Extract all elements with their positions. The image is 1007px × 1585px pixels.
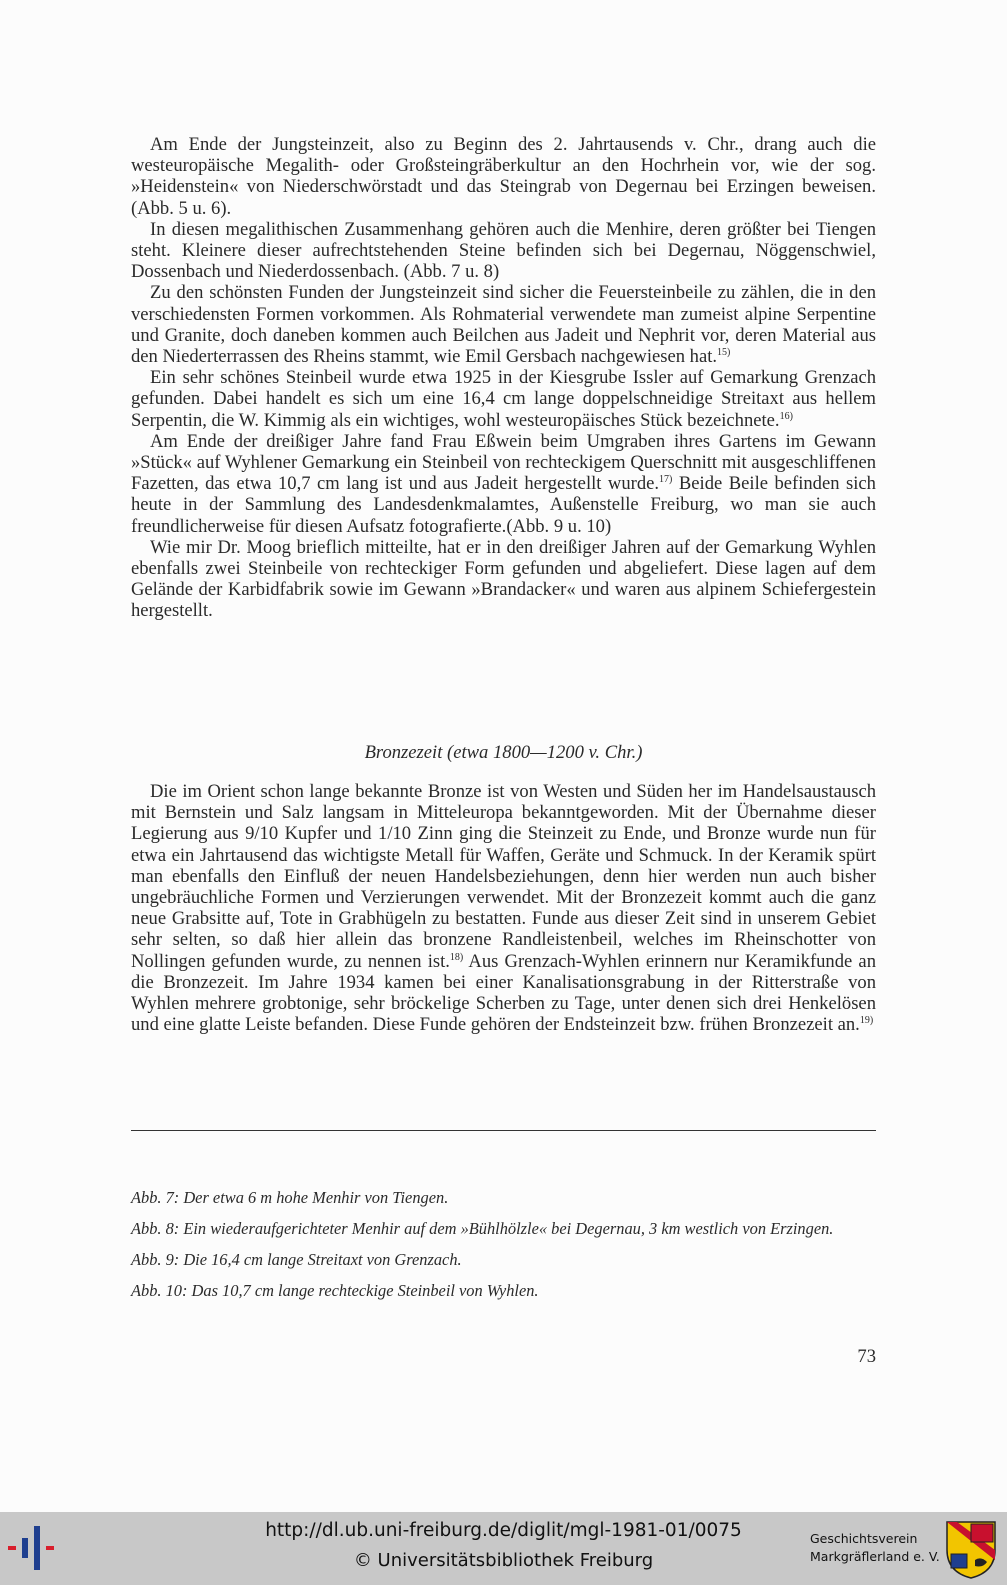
society-name (810, 1530, 940, 1566)
society-name-line: Markgräflerland e. V. (810, 1549, 940, 1564)
copyright-text: © Universitätsbibliothek Freiburg (353, 1550, 654, 1571)
figure-caption: Abb. 7: Der etwa 6 m hohe Menhir von Tiengen. (131, 1188, 449, 1207)
paragraph: Zu den schönsten Funden der Jungsteinzeit sind sicher die Feuersteinbeile zu zählen, die in den verschiedensten Formen vorkommen. Als Rohmaterial verwendete man zumeist alpine Serpentine und Granite, doch daneben kommen auch Beilchen aus Jadeit und Nephrit vor, deren Material aus den Niederterrassen des Rheins stammt, wie Emil Gersbach nachgewiesen hat.$^{15)}$ (131, 282, 876, 368)
markgraeflerland-crest-icon (945, 1520, 997, 1580)
section-heading: Bronzezeit (etwa 1800—1200 v. Chr.) (364, 742, 643, 763)
paragraph: Am Ende der dreißiger Jahre fand Frau Eßwein beim Umgraben ihres Gartens im Gewann »Stück« auf Wyhlener Gemarkung ein Steinbeil von rechteckigem Querschnitt mit ausgeschliffenen Fazetten, das etwa 10,7 cm lang ist und aus Jadeit hergestellt wurde.$^{17)}$ Beide Beile befinden sich heute in der Sammlung des Landesdenkmalamtes, Außenstelle Freiburg, wo man sie auch freundlicherweise für diesen Aufsatz fotografierte.(Abb. 9 u. 10) (131, 430, 876, 537)
footnote-ref: 16) (779, 410, 793, 422)
paragraph: Wie mir Dr. Moog brieflich mitteilte, hat er in den dreißiger Jahren auf der Gemarkung Wyhlen ebenfalls zwei Steinbeile von rechteckiger Form gefunden und abgeliefert. Diese lagen auf dem Gelände der Karbidfabrik sowie im Gewann »Brandacker« und waren aus alpinem Schiefergestein hergestellt. (131, 536, 876, 622)
society-name-line: Geschichtsverein (810, 1531, 918, 1546)
figure-caption: Abb. 9: Die 16,4 cm lange Streitaxt von Grenzach. (131, 1250, 462, 1269)
figure-captions (131, 1188, 876, 1312)
footnote-ref: 17) (659, 474, 673, 486)
source-url-link[interactable]: http://dl.ub.uni-freiburg.de/diglit/mgl-1981-01/0075 (265, 1520, 742, 1541)
separator-rule (131, 1130, 876, 1131)
footnote-ref: 15) (717, 347, 731, 359)
library-footer (0, 1512, 1007, 1585)
footnote-ref: 19) (859, 1015, 874, 1027)
body-text-neolithic (131, 134, 876, 622)
body-text-bronze-age (131, 781, 876, 1035)
footnote-ref: 18) (449, 951, 464, 963)
paragraph: Die im Orient schon lange bekannte Bronze ist von Westen und Süden her im Handelsaustausch mit Bernstein und Salz langsam in Mitteleuropa bekanntgeworden. Mit der Übernahme dieser Legierung aus 9/10 Kupfer und 1/10 Zinn ging die Steinzeit zu Ende, und Bronze wurde nun für etwa ein Jahrtausend das wichtigste Metall für Waffen, Geräte und Schmuck. In der Keramik spürt man ebenfalls den Einfluß der neuen Handelsbeziehungen, denn hier werden nun auch bisher ungebräuchliche Formen und Verzierungen verwendet. Mit der Bronzezeit kommt auch die ganz neue Grabsitte auf, Tote in Grabhügeln zu bestatten. Funde aus dieser Zeit sind in unserem Gebiet sehr selten, so daß hier allein das bronzene Randleistenbeil, welches im Rheinschotter von Nollingen gefunden wurde, zu nennen ist.$^{18)}$ Aus Grenzach-Wyhlen erinnern nur Keramikfunde an die Bronzezeit. Im Jahre 1934 kamen bei einer Kanalisationsgrabung in der Ritterstraße von Wyhlen mehrere grobtonige, sehr bröckelige Scherben zu Tage, unter denen sich drei Henkelösen und eine glatte Leiste befanden. Diese Funde gehören der Endsteinzeit bzw. frühen Bronzezeit an.$^{19)}$ (131, 781, 876, 1036)
page-number: 73 (857, 1346, 876, 1367)
figure-caption: Abb. 8: Ein wiederaufgerichteter Menhir auf dem »Bühlhölzle« bei Degernau, 3 km westlich von Erzingen. (131, 1219, 834, 1238)
paragraph: Am Ende der Jungsteinzeit, also zu Beginn des 2. Jahrtausends v. Chr., drang auch die westeuropäische Megalith- oder Großsteingräberkultur an den Hochrhein vor, wie der sog. »Heidenstein« von Niederschwörstadt und das Steingrab von Degernau bei Erzingen beweisen. (Abb. 5 u. 6). (131, 134, 876, 219)
paragraph: Ein sehr schönes Steinbeil wurde etwa 1925 in der Kiesgrube Issler auf Gemarkung Grenzach gefunden. Dabei handelt es sich um eine 16,4 cm lange doppelschneidige Streitaxt aus hellem Serpentin, die W. Kimmig als ein wichtiges, wohl westeuropäisches Stück bezeichnete.$^{16)}$ (131, 367, 876, 431)
figure-caption: Abb. 10: Das 10,7 cm lange rechteckige Steinbeil von Wyhlen. (131, 1281, 539, 1300)
paragraph: In diesen megalithischen Zusammenhang gehören auch die Menhire, deren größter bei Tiengen steht. Kleinere dieser aufrechtstehenden Steine befinden sich bei Degernau, Nöggenschwiel, Dossenbach und Niederdossenbach. (Abb. 7 u. 8) (131, 218, 876, 283)
